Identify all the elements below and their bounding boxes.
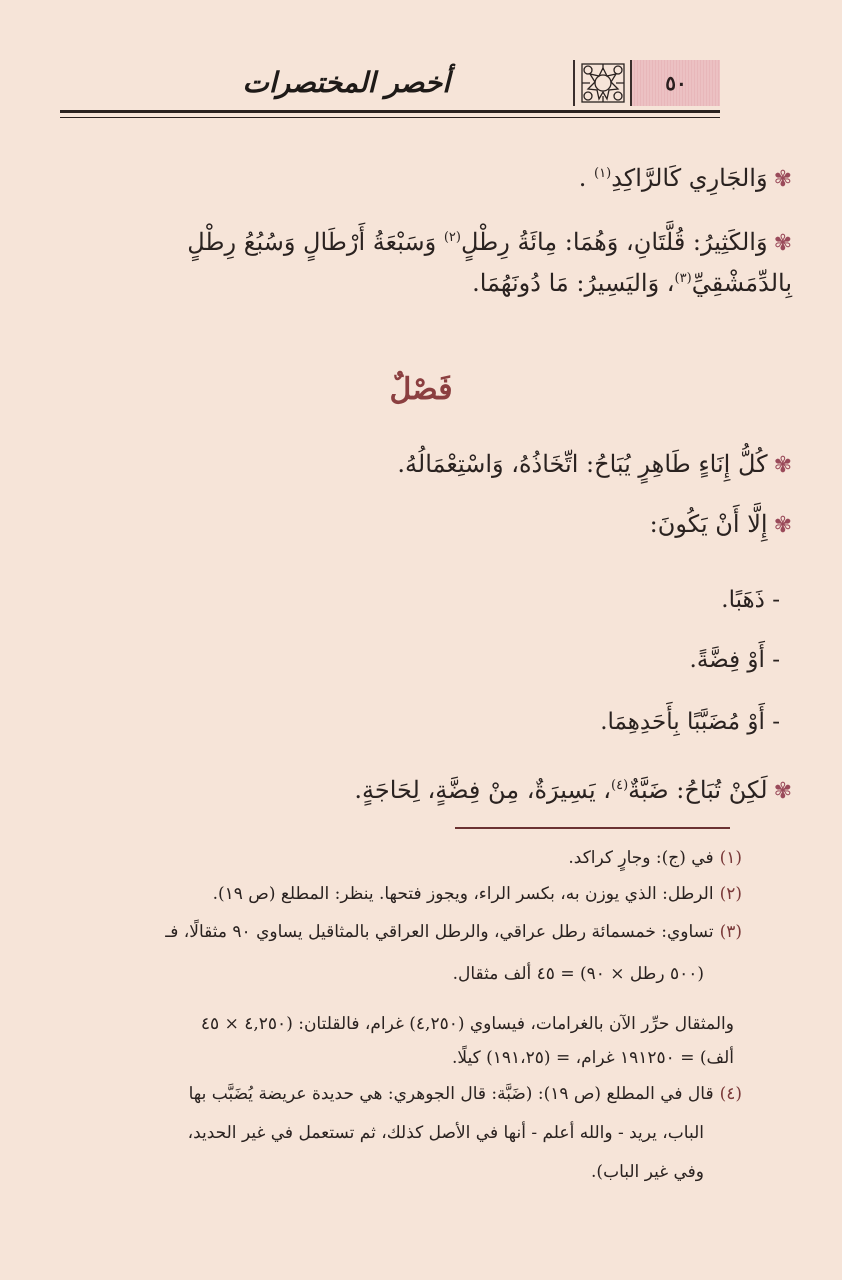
- footnote-continuation: (٥٠٠ رطل × ٩٠) = ٤٥ ألف مثقال.: [452, 964, 704, 984]
- footnote-continuation: الباب، يريد - والله أعلم - أنها في الأصل كذلك، ثم تستعمل في غير الحديد،: [187, 1123, 704, 1143]
- line-text-after: .: [578, 164, 595, 192]
- flower-bullet-icon: ✾: [773, 453, 792, 478]
- footnote-text: تساوي: خمسمائة رطل عراقي، والرطل العراقي بالمثاقيل يساوي ٩٠ مثقالًا، فـ: [165, 922, 714, 942]
- flower-bullet-icon: ✾: [773, 779, 792, 804]
- footnote-ref[interactable]: (٣): [674, 271, 692, 286]
- footnote-number: (٢): [719, 884, 742, 904]
- line-text: إِلَّا أَنْ يَكُونَ:: [649, 510, 768, 538]
- footnote-text: في (ج): وجارٍ كراكد.: [568, 848, 714, 868]
- footnote-number: (١): [719, 848, 742, 868]
- footnote-text: قال في المطلع (ص ١٩): (ضَبَّة: قال الجوهري: هي حديدة عريضة يُضَبَّب بها: [188, 1084, 714, 1104]
- footnote-continuation: والمثقال حرِّر الآن بالغرامات، فيساوي (٤,٢٥٠) غرام، فالقلتان: (٤,٢٥٠ × ٤٥: [200, 1014, 734, 1034]
- line-text: وَالجَارِي كَالرَّاكِدِ: [611, 164, 768, 192]
- flower-bullet-icon: ✾: [773, 513, 792, 538]
- line-text: وَالكَثِيرُ: قُلَّتَانِ، وَهُمَا: مِائَةُ رِطْلٍ: [460, 228, 768, 256]
- footnote-text: الرطل: الذي يوزن به، بكسر الراء، ويجوز فتحها. ينظر: المطلع (ص ١٩).: [212, 884, 714, 904]
- flower-bullet-icon: ✾: [773, 167, 792, 192]
- footnote: [568, 846, 742, 870]
- flower-bullet-icon: ✾: [773, 231, 792, 256]
- list-item: - أَوْ مُضَبَّبًا بِأَحَدِهِمَا.: [600, 709, 780, 735]
- footnote-number: (٤): [719, 1084, 742, 1104]
- line-text-after: ، يَسِيرَةٌ، مِنْ فِضَّةٍ، لِحَاجَةٍ.: [354, 776, 612, 804]
- page-number: ٥٠: [665, 71, 687, 95]
- line-text-after: ، وَاليَسِيرُ: مَا دُونَهُمَا.: [472, 269, 675, 297]
- line-text: بِالدِّمَشْقِيِّ: [691, 269, 792, 297]
- footnote-number: (٣): [719, 922, 742, 942]
- line-text-after: وَسَبْعَةُ أَرْطَالٍ وَسُبُعُ رِطْلٍ: [187, 228, 444, 256]
- footnote: [213, 882, 742, 906]
- section-title: فَصْلٌ: [389, 372, 453, 407]
- footnote: [165, 920, 742, 944]
- footnote-continuation: وفي غير الباب).: [591, 1162, 704, 1182]
- footnote: [189, 1082, 742, 1106]
- line-text: كُلُّ إِنَاءٍ طَاهِرٍ يُبَاحُ: اتِّخَاذُهُ، وَاسْتِعْمَالُهُ.: [397, 450, 768, 478]
- list-item: - أَوْ فِضَّةً.: [689, 647, 780, 673]
- line-text: لَكِنْ تُبَاحُ: ضَبَّةٌ: [628, 776, 768, 804]
- book-title: أخصر المختصرات: [242, 66, 450, 99]
- footnote-ref[interactable]: (٢): [443, 230, 461, 245]
- footnote-ref[interactable]: (٤): [611, 778, 629, 793]
- footnote-continuation: ألف) = ١٩١٢٥٠ غرام، = (١٩١،٢٥) كيلًا.: [451, 1048, 734, 1068]
- list-item: - ذَهَبًا.: [721, 587, 780, 613]
- footnote-ref[interactable]: (١): [594, 166, 612, 181]
- footnotes: [52, 0, 742, 1280]
